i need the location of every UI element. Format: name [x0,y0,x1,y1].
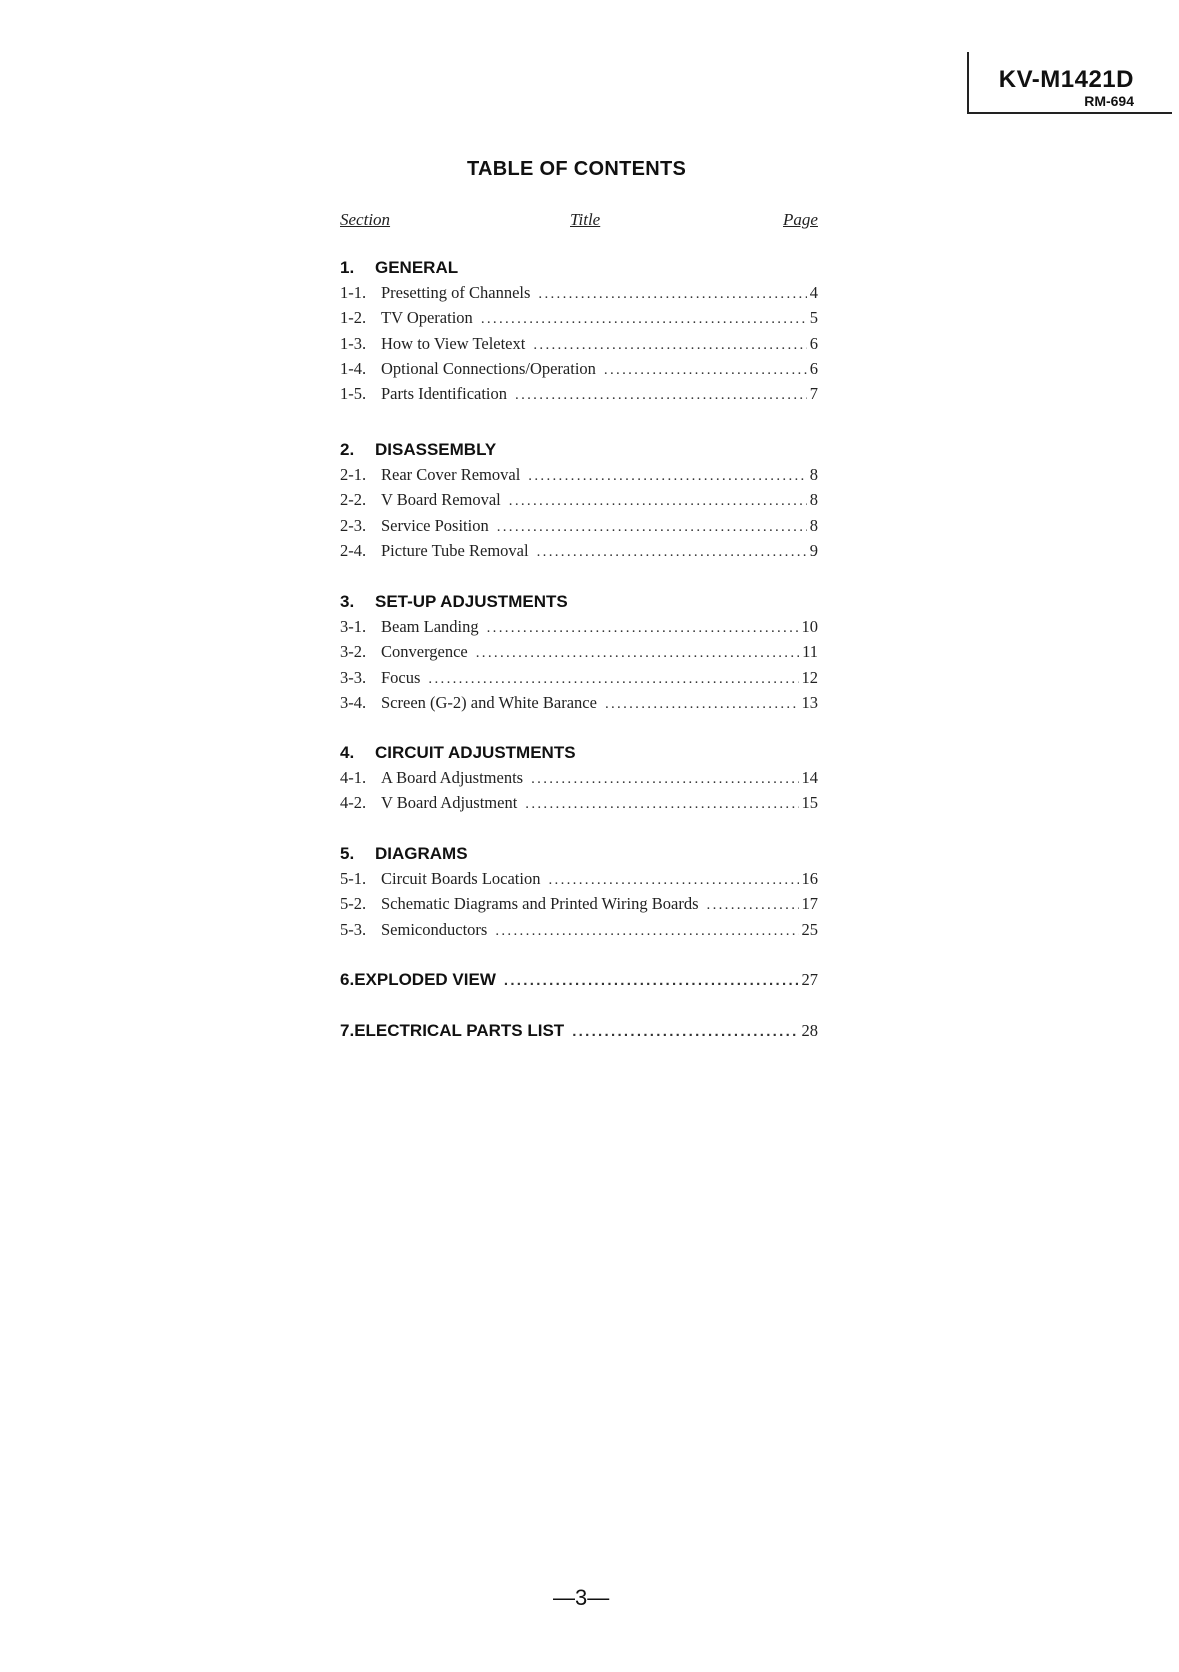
dot-leader [487,620,799,637]
column-header-section: Section [340,210,391,229]
entry-number: 1-4. [340,358,367,378]
section-number: 2. [340,440,355,459]
dot-leader [428,671,798,688]
section-title: GENERAL [375,258,459,277]
remote-model: RM-694 [1084,93,1134,109]
section-title: DIAGRAMS [375,844,468,863]
entry-page: 17 [801,894,818,914]
section-heading [340,970,818,994]
column-header-title: Title [570,210,601,229]
toc-entry [340,869,818,893]
entry-number: 2-4. [340,540,367,560]
toc-entry [340,668,818,692]
dot-leader [548,872,798,889]
section-title: SET-UP ADJUSTMENTS [375,592,568,611]
entry-page: 6 [809,333,818,353]
section-number: 4. [340,743,355,762]
entry-title: V Board Adjustment [381,793,518,813]
entry-title: Presetting of Channels [381,283,531,302]
toc-entry [340,642,818,666]
toc-entry [340,768,818,792]
dot-leader [481,311,807,328]
model-header-box [967,52,1172,114]
toc-entry [340,359,818,383]
entry-number: 2-2. [340,490,367,510]
dot-leader [604,362,807,379]
entry-page: 4 [809,283,818,302]
entry-number: 2-3. [340,515,367,535]
dot-leader [528,468,806,485]
entry-page: 8 [809,465,818,484]
entry-title: Optional Connections/Operation [381,358,596,378]
entry-number: 4-2. [340,793,367,813]
toc-entry [340,465,818,489]
section-number: 3. [340,592,355,611]
entry-number: 1-5. [340,384,367,404]
toc-entry [340,334,818,358]
entry-number: 5-3. [340,919,367,939]
page-number: —3— [553,1585,610,1610]
entry-number: 3-3. [340,667,367,687]
entry-number: 1-1. [340,283,367,302]
entry-title: Parts Identification [381,384,508,404]
toc-entry [340,693,818,717]
entry-page: 5 [809,308,818,328]
section-title: DISASSEMBLY [375,440,497,459]
section-heading [340,592,818,616]
entry-title: A Board Adjustments [381,768,524,787]
entry-title: Service Position [381,515,489,535]
dot-leader [537,544,807,561]
dot-leader [533,337,806,354]
toc-entry [340,894,818,918]
section-page: 28 [801,1021,818,1040]
dot-leader [572,1023,798,1040]
entry-number: 2-1. [340,465,367,484]
toc-entry [340,793,818,817]
entry-page: 6 [809,358,818,378]
entry-page: 25 [801,919,818,939]
entry-title: Rear Cover Removal [381,465,521,484]
entry-title: Focus [381,667,421,687]
entry-number: 5-1. [340,869,367,888]
entry-page: 14 [801,768,818,787]
entry-page: 9 [809,540,818,560]
entry-number: 3-1. [340,617,367,636]
column-header-page: Page [783,210,818,229]
section-number: 1. [340,258,355,277]
section-heading [340,844,818,868]
entry-page: 8 [809,490,818,510]
entry-title: TV Operation [381,308,473,328]
entry-page: 7 [809,384,818,404]
entry-number: 1-3. [340,333,367,353]
toc-entry [340,490,818,514]
section-title: ELECTRICAL PARTS LIST [354,1021,565,1040]
toc-entry [340,617,818,641]
dot-leader [504,972,799,989]
toc-entry [340,541,818,565]
entry-page: 16 [801,869,818,888]
entry-page: 11 [802,642,818,662]
entry-title: V Board Removal [381,490,501,510]
entry-title: Beam Landing [381,617,479,636]
dot-leader [525,796,798,813]
section-page: 27 [801,970,818,989]
dot-leader [509,493,807,510]
section-heading [340,1021,818,1045]
section-number: 6. [340,970,355,989]
entry-title: Schematic Diagrams and Printed Wiring Boards [381,894,699,914]
toc-entry [340,308,818,332]
section-number: 5. [340,844,355,863]
dot-leader [605,696,799,713]
dot-leader [515,387,807,404]
entry-number: 3-4. [340,692,367,712]
dot-leader [497,519,807,536]
entry-page: 13 [801,692,818,712]
entry-page: 12 [801,667,818,687]
dot-leader [531,771,798,788]
toc-entry [340,920,818,944]
dot-leader [538,286,806,303]
entry-title: Screen (G-2) and White Barance [381,692,597,712]
entry-title: Picture Tube Removal [381,540,529,560]
section-title: CIRCUIT ADJUSTMENTS [375,743,576,762]
page-title: TABLE OF CONTENTS [467,158,687,180]
entry-number: 1-2. [340,308,367,328]
entry-title: Circuit Boards Location [381,869,541,888]
section-number: 7. [340,1021,355,1040]
entry-page: 8 [809,515,818,535]
entry-title: Semiconductors [381,919,488,939]
entry-number: 4-1. [340,768,367,787]
entry-number: 3-2. [340,642,367,662]
section-heading [340,743,818,767]
entry-number: 5-2. [340,894,367,914]
toc-entry [340,516,818,540]
entry-title: Convergence [381,642,468,662]
dot-leader [495,923,798,940]
dot-leader [476,645,799,662]
entry-page: 15 [801,793,818,813]
entry-page: 10 [801,617,818,636]
section-heading [340,440,818,464]
model-number: KV-M1421D [998,66,1134,93]
section-heading [340,258,818,282]
toc-entry [340,384,818,408]
section-title: EXPLODED VIEW [354,970,496,989]
toc-entry [340,283,818,307]
entry-title: How to View Teletext [381,333,526,353]
dot-leader [707,897,799,914]
